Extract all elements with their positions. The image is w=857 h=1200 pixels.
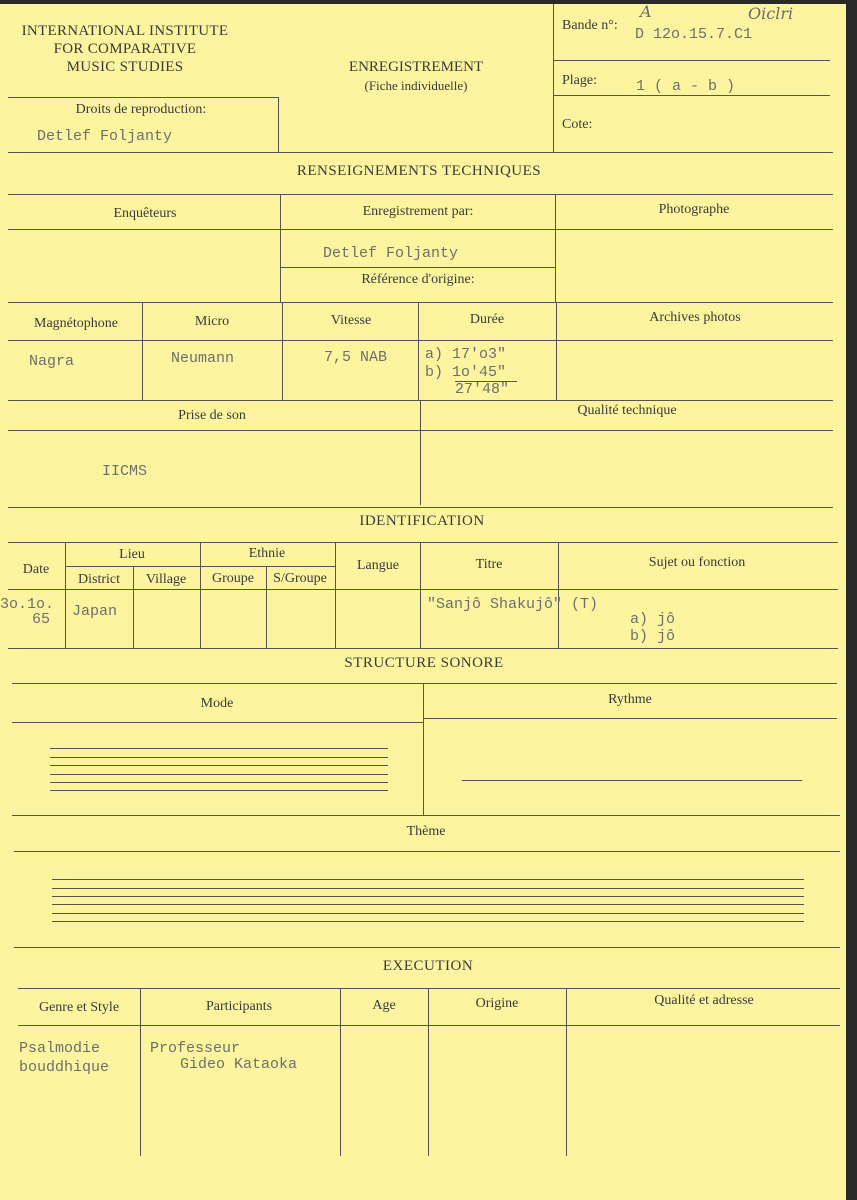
institute-name — [0, 22, 250, 76]
bande-handwritten-a: A — [640, 2, 652, 21]
identification-section-title: IDENTIFICATION — [359, 513, 485, 529]
origine-label: Origine — [475, 996, 519, 1011]
sgroupe-label: S/Groupe — [273, 571, 327, 586]
groupe-label: Groupe — [212, 571, 254, 586]
vitesse-value: 7,5 NAB — [324, 349, 388, 366]
district-label: District — [78, 572, 120, 587]
prise-value: IICMS — [102, 463, 148, 480]
magnetophone-value: Nagra — [29, 353, 75, 370]
participants-label: Participants — [205, 999, 273, 1014]
institute-line-1: INTERNATIONAL INSTITUTE — [21, 23, 229, 39]
technique-section-title: RENSEIGNEMENTS TECHNIQUES — [296, 163, 542, 179]
plage-label: Plage: — [562, 73, 597, 88]
theme-label: Thème — [406, 824, 446, 839]
date-value-line-1: 3o.1o. — [0, 596, 55, 613]
qualite-technique-label: Qualité technique — [577, 403, 677, 418]
structure-section-title: STRUCTURE SONORE — [344, 655, 504, 671]
duree-total: 27'48" — [455, 381, 510, 398]
duree-a: a) 17'o3" — [425, 346, 507, 363]
date-value-line-2: 65 — [32, 611, 51, 628]
titre-label: Titre — [475, 557, 503, 572]
rights-label: Droits de reproduction: — [75, 102, 207, 117]
sujet-label: Sujet ou fonction — [648, 555, 746, 570]
mode-label: Mode — [200, 696, 234, 711]
bande-value: D 12o.15.7.C1 — [635, 26, 753, 43]
execution-section-title: EXECUTION — [382, 958, 474, 974]
cote-label: Cote: — [562, 117, 593, 132]
micro-label: Micro — [194, 314, 230, 329]
duree-b: b) 1o'45" — [425, 364, 507, 381]
sujet-a: a) jô — [630, 611, 676, 628]
ethnie-label: Ethnie — [248, 546, 286, 561]
plage-value: 1 ( a - b ) — [636, 78, 736, 95]
micro-value: Neumann — [171, 350, 235, 367]
sujet-b: b) jô — [630, 628, 676, 645]
form-subtitle: (Fiche individuelle) — [364, 78, 468, 93]
bande-label: Bande n°: — [562, 18, 618, 33]
magnetophone-label: Magnétophone — [34, 316, 118, 331]
photographe-label: Photographe — [658, 202, 730, 217]
reference-label: Référence d'origine: — [361, 272, 475, 287]
genre-value-line-1: Psalmodie — [19, 1040, 101, 1057]
prise-label: Prise de son — [178, 408, 246, 423]
date-label: Date — [22, 562, 50, 577]
archives-label: Archives photos — [649, 310, 741, 325]
langue-label: Langue — [357, 558, 399, 573]
enqueteurs-label: Enquêteurs — [113, 206, 177, 221]
participants-value-line-2: Gideo Kataoka — [180, 1056, 298, 1073]
village-label: Village — [145, 572, 187, 587]
rights-value: Detlef Foljanty — [37, 128, 173, 145]
enregistrement-par-label: Enregistrement par: — [362, 204, 474, 219]
right-edge — [846, 0, 857, 1200]
enregistrement-par-value: Detlef Foljanty — [323, 245, 459, 262]
form-title: ENREGISTREMENT — [348, 59, 484, 75]
institute-line-3: MUSIC STUDIES — [66, 59, 184, 75]
bande-handwritten-note: Oiclri — [748, 4, 794, 23]
age-label: Age — [372, 998, 396, 1013]
duree-label: Durée — [469, 312, 505, 327]
genre-label: Genre et Style — [38, 1000, 120, 1015]
titre-value: "Sanjô Shakujô" (T) — [427, 596, 599, 613]
lieu-label: Lieu — [119, 547, 145, 562]
genre-value-line-2: bouddhique — [19, 1059, 110, 1076]
institute-line-2: FOR COMPARATIVE — [53, 41, 197, 57]
top-edge — [0, 0, 857, 4]
participants-value-line-1: Professeur — [150, 1040, 241, 1057]
rythme-label: Rythme — [608, 692, 652, 707]
qualite-adresse-label: Qualité et adresse — [654, 993, 754, 1008]
vitesse-label: Vitesse — [330, 313, 372, 328]
district-value: Japan — [72, 603, 118, 620]
